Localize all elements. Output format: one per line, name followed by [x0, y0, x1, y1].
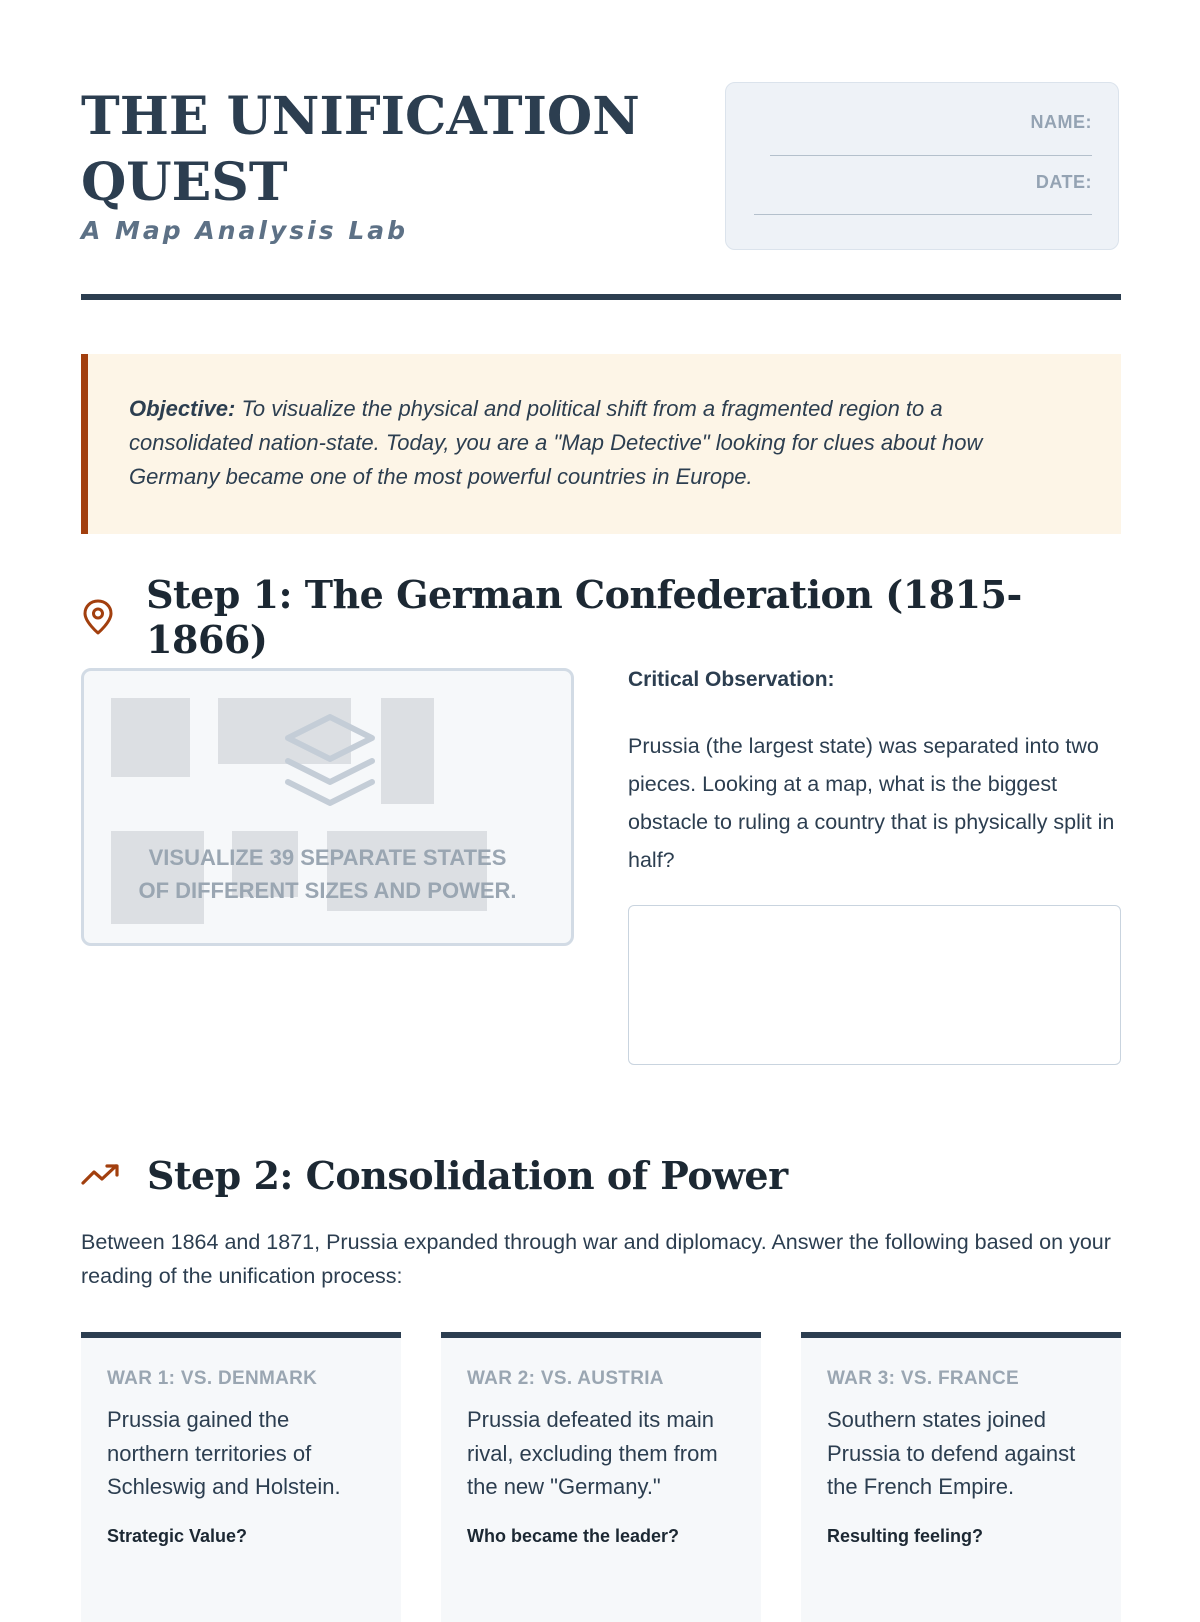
objective-text: To visualize the physical and political shift from a fragmented region to a consolidated nation-state. Today, you are a "Map Detective" looking for clues about how Germany became one of the most powerful countries in Europe. [129, 396, 983, 489]
war-card-denmark [81, 1332, 401, 1622]
war-card-question: Resulting feeling? [827, 1525, 984, 1546]
name-field[interactable] [770, 155, 1092, 156]
name-date-box [725, 82, 1119, 250]
title-line-2: QUEST [81, 152, 288, 213]
map-caption-line-1: VISUALIZE 39 SEPARATE STATES [148, 845, 507, 870]
step2-title: Step 2: Consolidation of Power [147, 1152, 788, 1198]
war-card-label: WAR 3: VS. FRANCE [827, 1368, 1019, 1389]
war-card-label: WAR 2: VS. AUSTRIA [467, 1368, 664, 1389]
step2-intro: Between 1864 and 1871, Prussia expanded through war and diplomacy. Answer the following based on your reading of the unification process: [81, 1230, 1111, 1288]
layers-icon [280, 711, 380, 816]
objective-callout [81, 354, 1121, 534]
step1-title: Step 1: The German Confederation (1815-1866) [146, 572, 1022, 662]
step1-header [81, 572, 1121, 662]
war-card-text: Prussia defeated its main rival, excluding them from the new "Germany." [467, 1407, 718, 1499]
war-card-france [801, 1332, 1121, 1622]
map-caption-line-2: OF DIFFERENT SIZES AND POWER. [138, 878, 517, 903]
header-divider [81, 294, 1121, 300]
name-label: NAME: [1030, 112, 1092, 132]
war-card-question: Strategic Value? [107, 1525, 248, 1546]
war-card-question: Who became the leader? [467, 1525, 680, 1546]
step2-header [81, 1150, 788, 1200]
observation-answer-box[interactable] [628, 905, 1121, 1065]
map-caption [84, 841, 571, 907]
war-card-text: Prussia gained the northern territories of Schleswig and Holstein. [107, 1407, 341, 1499]
page-subtitle: A Map Analysis Lab [81, 216, 409, 245]
worksheet-page [81, 0, 1121, 1600]
observation-text: Prussia (the largest state) was separated into two pieces. Looking at a map, what is the biggest obstacle to ruling a country that is physically split in half? [628, 734, 1115, 872]
title-line-1: THE UNIFICATION [81, 86, 640, 147]
war-card-label: WAR 1: VS. DENMARK [107, 1368, 318, 1389]
objective-label: Objective: [129, 396, 236, 421]
map-pin-icon [81, 597, 120, 637]
map-state-block [111, 698, 190, 777]
observation-label: Critical Observation: [628, 668, 835, 691]
date-field[interactable] [754, 214, 1092, 215]
confederation-map-placeholder [81, 668, 574, 946]
date-label: DATE: [1035, 172, 1092, 192]
war-card-austria [441, 1332, 761, 1622]
war-card-text: Southern states joined Prussia to defend against the French Empire. [827, 1407, 1076, 1499]
map-state-block [381, 698, 434, 804]
page-title [81, 84, 681, 216]
trending-up-icon [81, 1155, 121, 1195]
